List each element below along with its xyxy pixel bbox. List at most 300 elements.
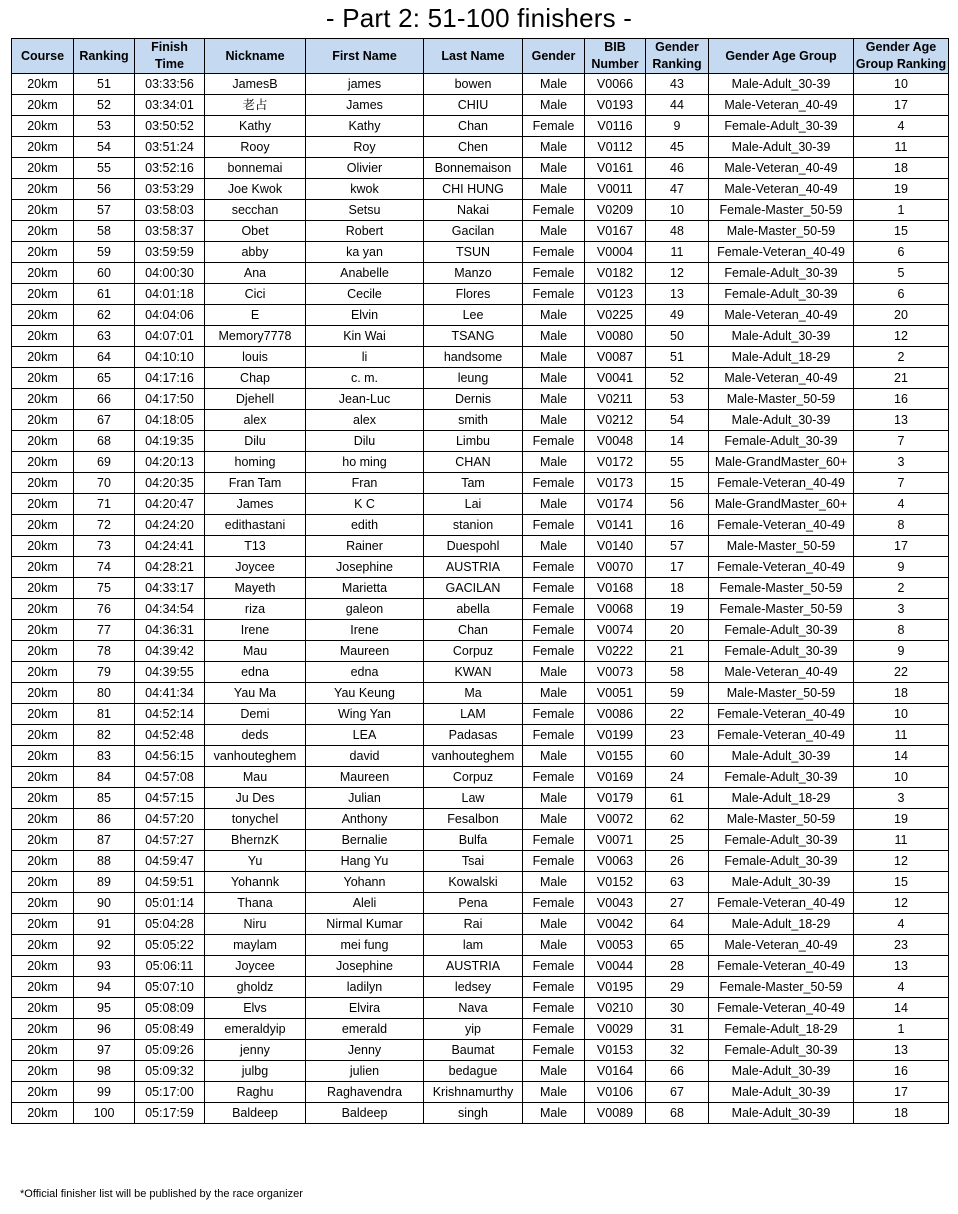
cell-finish-time: 04:56:15 (135, 746, 205, 767)
cell-nickname: vanhouteghem (205, 746, 306, 767)
cell-gender-age-group: Male-Adult_30-39 (709, 872, 854, 893)
cell-last-name: Tam (424, 473, 523, 494)
cell-last-name: Rai (424, 914, 523, 935)
cell-bib-number: V0072 (585, 809, 646, 830)
cell-ranking: 69 (74, 452, 135, 473)
cell-gender-age-group: Male-GrandMaster_60+ (709, 452, 854, 473)
cell-first-name: Anthony (306, 809, 424, 830)
cell-bib-number: V0172 (585, 452, 646, 473)
cell-last-name: Lee (424, 305, 523, 326)
cell-first-name: Yau Keung (306, 683, 424, 704)
cell-course: 20km (12, 1040, 74, 1061)
cell-gender-age-group-ranking: 19 (854, 809, 949, 830)
cell-gender-age-group: Male-Adult_18-29 (709, 347, 854, 368)
cell-nickname: Obet (205, 221, 306, 242)
cell-gender-age-group: Female-Adult_30-39 (709, 830, 854, 851)
cell-first-name: Kin Wai (306, 326, 424, 347)
cell-gender-ranking: 58 (646, 662, 709, 683)
cell-gender-ranking: 50 (646, 326, 709, 347)
cell-gender: Male (523, 368, 585, 389)
table-row (12, 263, 949, 284)
cell-last-name: Ma (424, 683, 523, 704)
table-row (12, 578, 949, 599)
table-row (12, 1082, 949, 1103)
cell-gender-age-group-ranking: 3 (854, 788, 949, 809)
cell-gender-age-group: Female-Adult_30-39 (709, 284, 854, 305)
cell-gender-ranking: 59 (646, 683, 709, 704)
cell-gender: Male (523, 158, 585, 179)
cell-last-name: Law (424, 788, 523, 809)
cell-last-name: AUSTRIA (424, 557, 523, 578)
table-row (12, 410, 949, 431)
cell-course: 20km (12, 137, 74, 158)
cell-last-name: Fesalbon (424, 809, 523, 830)
table-row (12, 242, 949, 263)
cell-gender-age-group: Male-Adult_30-39 (709, 1103, 854, 1124)
cell-course: 20km (12, 179, 74, 200)
cell-finish-time: 04:57:27 (135, 830, 205, 851)
cell-nickname: gholdz (205, 977, 306, 998)
cell-first-name: Maureen (306, 767, 424, 788)
cell-bib-number: V0211 (585, 389, 646, 410)
column-header-nickname: Nickname (205, 39, 306, 74)
cell-first-name: Elvira (306, 998, 424, 1019)
cell-gender-ranking: 20 (646, 620, 709, 641)
cell-bib-number: V0179 (585, 788, 646, 809)
cell-gender-age-group: Female-Veteran_40-49 (709, 704, 854, 725)
cell-gender-age-group-ranking: 23 (854, 935, 949, 956)
footnote: *Official finisher list will be published by the race organizer (20, 1188, 303, 1200)
cell-first-name: Olivier (306, 158, 424, 179)
cell-first-name: c. m. (306, 368, 424, 389)
cell-finish-time: 04:17:50 (135, 389, 205, 410)
cell-gender-age-group-ranking: 19 (854, 179, 949, 200)
cell-course: 20km (12, 95, 74, 116)
cell-last-name: yip (424, 1019, 523, 1040)
cell-last-name: Corpuz (424, 767, 523, 788)
cell-first-name: Nirmal Kumar (306, 914, 424, 935)
cell-course: 20km (12, 683, 74, 704)
cell-gender-age-group-ranking: 18 (854, 1103, 949, 1124)
cell-gender: Male (523, 95, 585, 116)
cell-course: 20km (12, 494, 74, 515)
cell-bib-number: V0068 (585, 599, 646, 620)
cell-first-name: james (306, 74, 424, 95)
cell-finish-time: 04:01:18 (135, 284, 205, 305)
cell-last-name: Manzo (424, 263, 523, 284)
cell-gender: Male (523, 179, 585, 200)
cell-last-name: TSANG (424, 326, 523, 347)
cell-nickname: edna (205, 662, 306, 683)
cell-ranking: 51 (74, 74, 135, 95)
cell-bib-number: V0169 (585, 767, 646, 788)
cell-gender-age-group-ranking: 3 (854, 599, 949, 620)
cell-ranking: 68 (74, 431, 135, 452)
cell-gender-age-group: Male-Master_50-59 (709, 809, 854, 830)
cell-bib-number: V0048 (585, 431, 646, 452)
cell-nickname: louis (205, 347, 306, 368)
cell-first-name: edith (306, 515, 424, 536)
cell-gender-ranking: 52 (646, 368, 709, 389)
cell-finish-time: 03:59:59 (135, 242, 205, 263)
cell-last-name: Gacilan (424, 221, 523, 242)
cell-course: 20km (12, 1103, 74, 1124)
table-row (12, 1040, 949, 1061)
cell-ranking: 54 (74, 137, 135, 158)
table-row (12, 683, 949, 704)
cell-gender-age-group-ranking: 13 (854, 1040, 949, 1061)
cell-gender: Female (523, 851, 585, 872)
cell-nickname: Memory7778 (205, 326, 306, 347)
cell-first-name: Robert (306, 221, 424, 242)
cell-gender-age-group-ranking: 13 (854, 956, 949, 977)
cell-gender: Female (523, 641, 585, 662)
cell-course: 20km (12, 851, 74, 872)
cell-ranking: 64 (74, 347, 135, 368)
cell-finish-time: 04:24:20 (135, 515, 205, 536)
cell-first-name: mei fung (306, 935, 424, 956)
cell-gender-age-group-ranking: 12 (854, 851, 949, 872)
cell-gender-age-group: Female-Adult_30-39 (709, 641, 854, 662)
table-row (12, 200, 949, 221)
cell-nickname: Ju Des (205, 788, 306, 809)
cell-gender-age-group: Male-Adult_30-39 (709, 137, 854, 158)
cell-last-name: Padasas (424, 725, 523, 746)
table-row (12, 74, 949, 95)
cell-gender-age-group: Female-Adult_30-39 (709, 620, 854, 641)
cell-gender: Male (523, 452, 585, 473)
cell-ranking: 92 (74, 935, 135, 956)
cell-course: 20km (12, 536, 74, 557)
cell-gender-age-group-ranking: 9 (854, 557, 949, 578)
cell-first-name: Yohann (306, 872, 424, 893)
cell-gender-age-group: Female-Adult_30-39 (709, 851, 854, 872)
cell-course: 20km (12, 914, 74, 935)
cell-gender: Male (523, 137, 585, 158)
cell-nickname: James (205, 494, 306, 515)
cell-course: 20km (12, 116, 74, 137)
cell-gender-age-group-ranking: 11 (854, 830, 949, 851)
cell-gender-ranking: 21 (646, 641, 709, 662)
cell-first-name: li (306, 347, 424, 368)
cell-course: 20km (12, 746, 74, 767)
cell-gender-ranking: 23 (646, 725, 709, 746)
cell-ranking: 98 (74, 1061, 135, 1082)
cell-last-name: lam (424, 935, 523, 956)
cell-last-name: Nava (424, 998, 523, 1019)
cell-gender-ranking: 31 (646, 1019, 709, 1040)
cell-bib-number: V0074 (585, 620, 646, 641)
table-row (12, 956, 949, 977)
cell-gender-age-group: Male-Adult_18-29 (709, 914, 854, 935)
cell-ranking: 82 (74, 725, 135, 746)
cell-finish-time: 05:08:09 (135, 998, 205, 1019)
cell-bib-number: V0141 (585, 515, 646, 536)
cell-finish-time: 03:58:37 (135, 221, 205, 242)
table-row (12, 284, 949, 305)
cell-bib-number: V0063 (585, 851, 646, 872)
cell-bib-number: V0199 (585, 725, 646, 746)
cell-ranking: 66 (74, 389, 135, 410)
column-header-first-name: First Name (306, 39, 424, 74)
cell-first-name: ka yan (306, 242, 424, 263)
cell-first-name: Raghavendra (306, 1082, 424, 1103)
cell-gender-age-group-ranking: 4 (854, 116, 949, 137)
cell-gender-age-group: Female-Adult_30-39 (709, 431, 854, 452)
column-header-finish-time: Finish Time (135, 39, 205, 74)
cell-ranking: 85 (74, 788, 135, 809)
cell-finish-time: 04:20:13 (135, 452, 205, 473)
cell-nickname: Raghu (205, 1082, 306, 1103)
cell-bib-number: V0116 (585, 116, 646, 137)
table-row (12, 431, 949, 452)
cell-last-name: bowen (424, 74, 523, 95)
cell-gender-age-group-ranking: 17 (854, 1082, 949, 1103)
table-row (12, 515, 949, 536)
cell-nickname: Kathy (205, 116, 306, 137)
cell-gender: Female (523, 431, 585, 452)
cell-finish-time: 04:57:20 (135, 809, 205, 830)
cell-gender: Female (523, 956, 585, 977)
cell-nickname: Elvs (205, 998, 306, 1019)
cell-nickname: emeraldyip (205, 1019, 306, 1040)
table-row (12, 977, 949, 998)
cell-gender-ranking: 28 (646, 956, 709, 977)
cell-nickname: riza (205, 599, 306, 620)
cell-ranking: 75 (74, 578, 135, 599)
cell-gender: Male (523, 662, 585, 683)
cell-nickname: maylam (205, 935, 306, 956)
cell-gender-ranking: 55 (646, 452, 709, 473)
cell-last-name: LAM (424, 704, 523, 725)
cell-gender: Male (523, 410, 585, 431)
cell-course: 20km (12, 788, 74, 809)
cell-gender-age-group-ranking: 16 (854, 1061, 949, 1082)
cell-finish-time: 04:00:30 (135, 263, 205, 284)
table-row (12, 452, 949, 473)
cell-gender: Female (523, 893, 585, 914)
cell-nickname: Mayeth (205, 578, 306, 599)
table-row (12, 137, 949, 158)
cell-gender-age-group-ranking: 11 (854, 725, 949, 746)
table-header-row (12, 39, 949, 74)
cell-first-name: Dilu (306, 431, 424, 452)
table-body (12, 74, 949, 1124)
cell-course: 20km (12, 557, 74, 578)
cell-nickname: Djehell (205, 389, 306, 410)
cell-bib-number: V0167 (585, 221, 646, 242)
table-row (12, 1019, 949, 1040)
cell-gender: Female (523, 242, 585, 263)
cell-finish-time: 04:33:17 (135, 578, 205, 599)
page-title: - Part 2: 51-100 finishers - (325, 3, 633, 33)
cell-gender-ranking: 45 (646, 137, 709, 158)
cell-nickname: Mau (205, 641, 306, 662)
cell-gender-age-group: Female-Adult_18-29 (709, 1019, 854, 1040)
cell-last-name: CHIU (424, 95, 523, 116)
cell-gender-age-group-ranking: 17 (854, 536, 949, 557)
cell-first-name: Marietta (306, 578, 424, 599)
cell-course: 20km (12, 893, 74, 914)
cell-gender: Male (523, 809, 585, 830)
cell-course: 20km (12, 74, 74, 95)
cell-gender-age-group-ranking: 2 (854, 578, 949, 599)
cell-gender: Female (523, 578, 585, 599)
cell-gender-ranking: 65 (646, 935, 709, 956)
cell-last-name: GACILAN (424, 578, 523, 599)
cell-gender-age-group-ranking: 15 (854, 221, 949, 242)
cell-gender-age-group: Male-Adult_30-39 (709, 326, 854, 347)
cell-last-name: TSUN (424, 242, 523, 263)
cell-first-name: Josephine (306, 557, 424, 578)
cell-gender-age-group-ranking: 8 (854, 620, 949, 641)
cell-last-name: Limbu (424, 431, 523, 452)
cell-nickname: Ana (205, 263, 306, 284)
cell-bib-number: V0209 (585, 200, 646, 221)
cell-gender-age-group-ranking: 7 (854, 473, 949, 494)
cell-finish-time: 05:05:22 (135, 935, 205, 956)
cell-gender-ranking: 64 (646, 914, 709, 935)
cell-first-name: LEA (306, 725, 424, 746)
cell-gender-age-group: Male-Adult_18-29 (709, 788, 854, 809)
cell-ranking: 57 (74, 200, 135, 221)
table-row (12, 704, 949, 725)
cell-gender-ranking: 26 (646, 851, 709, 872)
cell-bib-number: V0043 (585, 893, 646, 914)
cell-course: 20km (12, 1061, 74, 1082)
cell-first-name: Kathy (306, 116, 424, 137)
cell-finish-time: 03:53:29 (135, 179, 205, 200)
cell-finish-time: 04:07:01 (135, 326, 205, 347)
cell-nickname: jenny (205, 1040, 306, 1061)
cell-course: 20km (12, 641, 74, 662)
cell-nickname: Fran Tam (205, 473, 306, 494)
cell-last-name: Kowalski (424, 872, 523, 893)
cell-nickname: JamesB (205, 74, 306, 95)
cell-last-name: Krishnamurthy (424, 1082, 523, 1103)
cell-ranking: 94 (74, 977, 135, 998)
cell-gender: Female (523, 116, 585, 137)
table-row (12, 1103, 949, 1124)
cell-gender: Male (523, 746, 585, 767)
cell-last-name: handsome (424, 347, 523, 368)
cell-first-name: K C (306, 494, 424, 515)
cell-course: 20km (12, 410, 74, 431)
cell-course: 20km (12, 725, 74, 746)
cell-ranking: 52 (74, 95, 135, 116)
cell-bib-number: V0004 (585, 242, 646, 263)
cell-gender-ranking: 12 (646, 263, 709, 284)
cell-nickname: T13 (205, 536, 306, 557)
cell-bib-number: V0195 (585, 977, 646, 998)
cell-bib-number: V0041 (585, 368, 646, 389)
cell-last-name: KWAN (424, 662, 523, 683)
cell-finish-time: 04:57:08 (135, 767, 205, 788)
cell-finish-time: 04:36:31 (135, 620, 205, 641)
cell-last-name: Baumat (424, 1040, 523, 1061)
cell-gender-ranking: 11 (646, 242, 709, 263)
cell-first-name: Rainer (306, 536, 424, 557)
table-row (12, 116, 949, 137)
table-row (12, 494, 949, 515)
cell-gender-age-group: Male-Master_50-59 (709, 389, 854, 410)
cell-course: 20km (12, 284, 74, 305)
cell-first-name: Bernalie (306, 830, 424, 851)
cell-first-name: alex (306, 410, 424, 431)
cell-gender: Female (523, 200, 585, 221)
cell-finish-time: 05:08:49 (135, 1019, 205, 1040)
cell-bib-number: V0161 (585, 158, 646, 179)
cell-nickname: Irene (205, 620, 306, 641)
column-header-gender-ranking: Gender Ranking (646, 39, 709, 74)
cell-bib-number: V0053 (585, 935, 646, 956)
cell-finish-time: 04:20:35 (135, 473, 205, 494)
cell-course: 20km (12, 956, 74, 977)
cell-last-name: CHAN (424, 452, 523, 473)
cell-last-name: leung (424, 368, 523, 389)
cell-finish-time: 04:04:06 (135, 305, 205, 326)
cell-gender: Male (523, 221, 585, 242)
cell-first-name: James (306, 95, 424, 116)
cell-last-name: Bulfa (424, 830, 523, 851)
cell-gender-age-group: Female-Adult_30-39 (709, 116, 854, 137)
cell-gender-age-group-ranking: 21 (854, 368, 949, 389)
cell-nickname: Dilu (205, 431, 306, 452)
finishers-table (11, 38, 949, 1124)
cell-ranking: 67 (74, 410, 135, 431)
cell-gender-age-group: Female-Veteran_40-49 (709, 998, 854, 1019)
cell-last-name: abella (424, 599, 523, 620)
cell-bib-number: V0070 (585, 557, 646, 578)
cell-gender-age-group: Male-Veteran_40-49 (709, 662, 854, 683)
cell-ranking: 79 (74, 662, 135, 683)
cell-last-name: vanhouteghem (424, 746, 523, 767)
cell-ranking: 56 (74, 179, 135, 200)
cell-course: 20km (12, 452, 74, 473)
cell-ranking: 53 (74, 116, 135, 137)
cell-gender-age-group: Female-Master_50-59 (709, 200, 854, 221)
cell-bib-number: V0066 (585, 74, 646, 95)
cell-finish-time: 04:59:47 (135, 851, 205, 872)
cell-finish-time: 04:39:55 (135, 662, 205, 683)
cell-course: 20km (12, 767, 74, 788)
cell-nickname: Joycee (205, 557, 306, 578)
cell-gender-ranking: 63 (646, 872, 709, 893)
cell-bib-number: V0080 (585, 326, 646, 347)
table-row (12, 536, 949, 557)
cell-course: 20km (12, 263, 74, 284)
cell-bib-number: V0164 (585, 1061, 646, 1082)
cell-first-name: galeon (306, 599, 424, 620)
cell-bib-number: V0042 (585, 914, 646, 935)
cell-gender: Male (523, 494, 585, 515)
cell-gender-ranking: 54 (646, 410, 709, 431)
cell-gender-age-group-ranking: 13 (854, 410, 949, 431)
cell-nickname: bonnemai (205, 158, 306, 179)
cell-gender: Male (523, 872, 585, 893)
cell-ranking: 97 (74, 1040, 135, 1061)
cell-first-name: Jenny (306, 1040, 424, 1061)
cell-gender-ranking: 44 (646, 95, 709, 116)
cell-course: 20km (12, 578, 74, 599)
table-row (12, 473, 949, 494)
cell-last-name: smith (424, 410, 523, 431)
cell-gender: Female (523, 620, 585, 641)
cell-gender-age-group: Female-Veteran_40-49 (709, 242, 854, 263)
cell-ranking: 63 (74, 326, 135, 347)
cell-nickname: Niru (205, 914, 306, 935)
cell-nickname: edithastani (205, 515, 306, 536)
